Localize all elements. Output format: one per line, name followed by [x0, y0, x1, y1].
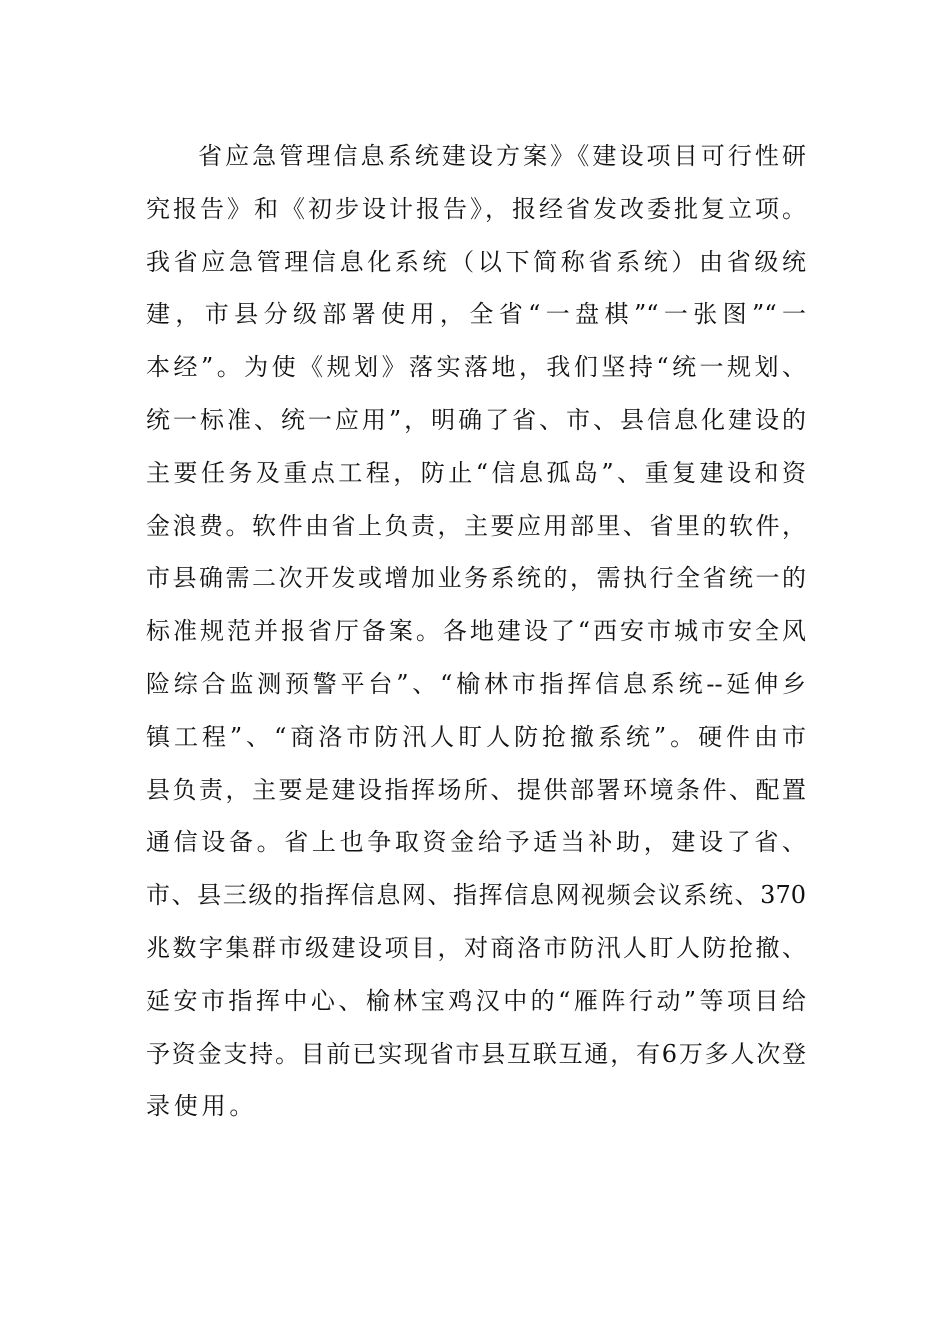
paragraph-line: 延安市指挥中心、榆林宝鸡汉中的“雁阵行动”等项目给: [146, 986, 806, 1015]
paragraph-line: 兆数字集群市级建设项目，对商洛市防汛人盯人防抢撤、: [146, 933, 806, 962]
paragraph-line: 统一标准、统一应用”，明确了省、市、县信息化建设的: [146, 405, 806, 434]
paragraph-line: 录使用。: [146, 1092, 258, 1121]
paragraph-line: 市、县三级的指挥信息网、指挥信息网视频会议系统、370: [146, 881, 806, 910]
paragraph-line: 标准规范并报省厅备案。各地建设了“西安市城市安全风: [146, 617, 806, 646]
paragraph-line: 通信设备。省上也争取资金给予适当补助，建设了省、: [146, 828, 806, 857]
paragraph-line: 镇工程”、“商洛市防汛人盯人防抢撤系统”。硬件由市: [146, 722, 806, 751]
body-paragraph: [146, 130, 806, 1133]
paragraph-line: 建，市县分级部署使用，全省“一盘棋”“一张图”“一: [146, 300, 806, 329]
paragraph-line: 究报告》和《初步设计报告》，报经省发改委批复立项。: [146, 194, 806, 223]
paragraph-line: 市县确需二次开发或增加业务系统的，需执行全省统一的: [146, 564, 806, 593]
paragraph-line: 予资金支持。目前已实现省市县互联互通，有6万多人次登: [146, 1039, 806, 1068]
paragraph-line: 本经”。为使《规划》落实落地，我们坚持“统一规划、: [146, 353, 806, 382]
paragraph-line: 主要任务及重点工程，防止“信息孤岛”、重复建设和资: [146, 458, 806, 487]
paragraph-line: 省应急管理信息系统建设方案》《建设项目可行性研: [198, 142, 806, 170]
paragraph-line: 我省应急管理信息化系统（以下简称省系统）由省级统: [146, 247, 806, 276]
paragraph-line: 金浪费。软件由省上负责，主要应用部里、省里的软件，: [146, 511, 806, 540]
paragraph-line: 县负责，主要是建设指挥场所、提供部署环境条件、配置: [146, 775, 806, 804]
paragraph-line: 险综合监测预警平台”、“榆林市指挥信息系统--延伸乡: [146, 669, 806, 698]
